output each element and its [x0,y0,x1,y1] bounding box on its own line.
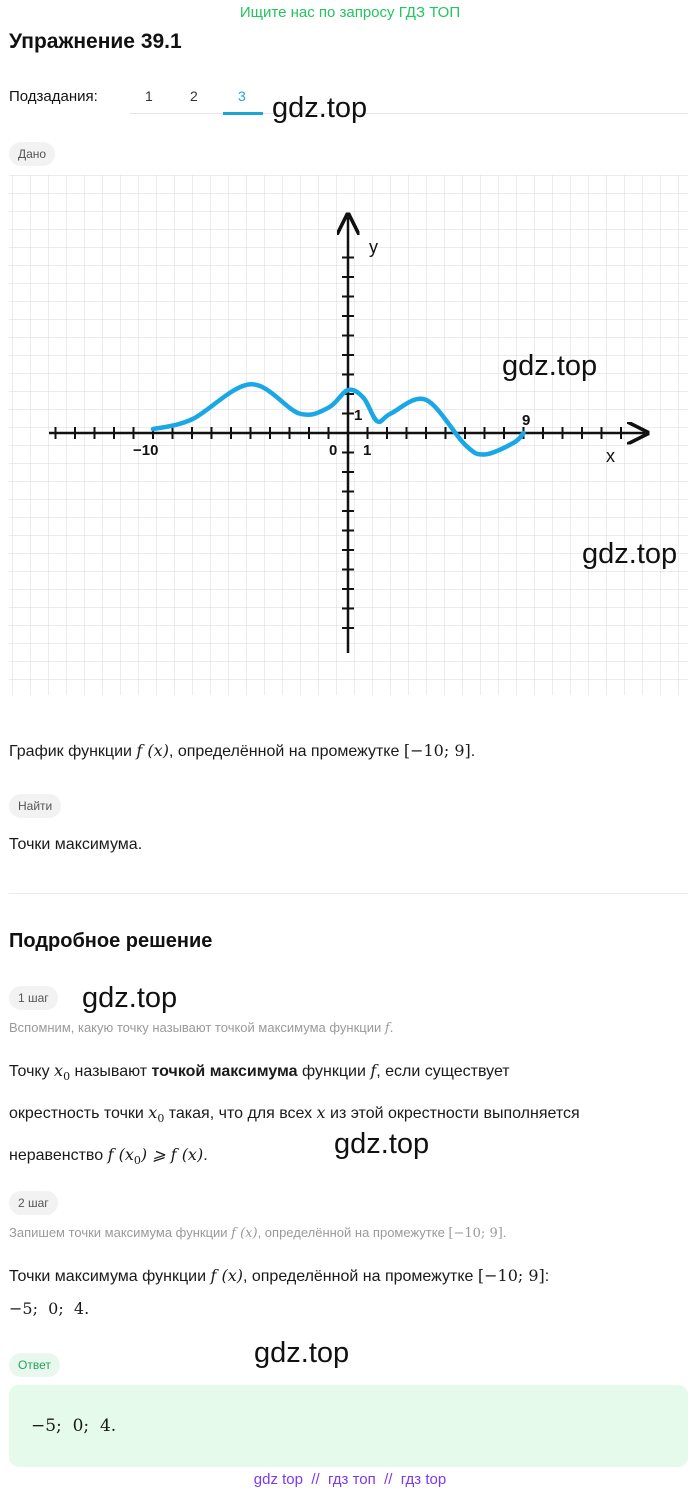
definition-line-1 [9,1053,688,1095]
given-pill: Дано [9,142,55,166]
watermark: gdz.top [334,1128,430,1160]
step1-hint [9,1020,393,1036]
x-axis-label: x [606,446,615,466]
definition-text: функции [297,1063,371,1080]
find-pill: Найти [9,794,61,818]
hint-text: . [389,1020,394,1035]
step2-text: : [544,1268,550,1285]
definition-text: такая, что для всех [164,1105,317,1123]
definition-text: окрестность точки [9,1105,149,1123]
y-axis-label: y [369,237,378,257]
active-tab-indicator [223,112,263,115]
math-interval: [−10; 9] [403,741,471,760]
watermark: gdz.top [502,350,598,382]
given-text-part: , определённой на промежутке [168,743,404,760]
step2-text: Точки максимума функции [9,1268,211,1285]
definition-text: Точку [9,1063,55,1080]
step2-hint [9,1225,506,1241]
hint-text: Запишем точки максимума функции [9,1225,232,1240]
step2-pill: 2 шаг [9,1191,58,1215]
math-f-of-x: f (x) [210,1266,243,1285]
given-text [9,738,475,765]
definition-text: называют [70,1063,152,1080]
tick-label-neg10: −10 [133,442,159,459]
math-f: f [384,1021,390,1036]
definition-text: . [203,1147,208,1165]
tick-label-x-one: 1 [363,442,372,459]
math-x: x [316,1103,326,1123]
math-x: x [54,1061,64,1080]
math-inequality: f (x [107,1145,134,1165]
definition-bold: точкой максимума [151,1063,298,1080]
watermark: gdz.top [254,1337,350,1369]
math-subscript: 0 [133,1154,141,1168]
step2-line-1 [9,1260,549,1293]
watermark: gdz.top [272,92,368,124]
step2-body [9,1260,549,1325]
tick-label-nine: 9 [522,412,531,429]
subtasks-label: Подзадания: [9,88,98,105]
step1-pill: 1 шаг [9,986,58,1010]
given-text-part: . [470,743,476,760]
definition-text: , если существует [376,1063,510,1080]
tab-divider [130,113,688,114]
step2-result: −5; 0; 4. [9,1299,90,1318]
watermark: gdz.top [582,538,678,570]
page-title: Упражнение 39.1 [9,30,182,53]
find-text: Точки максимума. [9,836,143,853]
hint-text: Вспомним, какую точку называют точкой максимума функции [9,1020,385,1035]
promo-banner: Ищите нас по запросу ГДЗ ТОП [239,4,461,21]
math-f-of-x: f (x) [231,1226,258,1241]
math-f: f [370,1061,377,1080]
answer-box [9,1385,688,1467]
footer-links[interactable]: gdz top // гдз топ // гдз top [253,1471,447,1488]
watermark: gdz.top [82,982,178,1014]
solution-heading: Подробное решение [9,930,213,952]
math-interval: [−10; 9] [477,1266,545,1285]
answer-pill: Ответ [9,1353,60,1377]
math-subscript: 0 [157,1112,165,1126]
subtask-tab-3[interactable]: 3 [238,88,246,104]
section-divider [9,893,688,894]
math-interval: [−10; 9] [448,1226,503,1241]
tick-label-zero: 0 [329,442,338,459]
math-inequality: ) ⩾ f (x) [140,1145,204,1165]
definition-text: из этой окрестности выполняется [325,1105,580,1123]
given-text-part: График функции [9,743,137,760]
answer-value: −5; 0; 4. [31,1416,117,1436]
tick-label-y-one: 1 [354,407,363,424]
math-x: x [148,1103,158,1123]
hint-text: . [502,1225,507,1240]
definition-text: неравенство [9,1147,108,1165]
function-graph [9,175,688,695]
step2-text: , определённой на промежутке [242,1268,478,1285]
subtask-tab-1[interactable]: 1 [145,88,153,104]
subtask-tab-2[interactable]: 2 [190,88,198,104]
math-subscript: 0 [63,1070,71,1084]
hint-text: , определённой на промежутке [257,1225,449,1240]
math-f-of-x: f (x) [136,741,169,760]
